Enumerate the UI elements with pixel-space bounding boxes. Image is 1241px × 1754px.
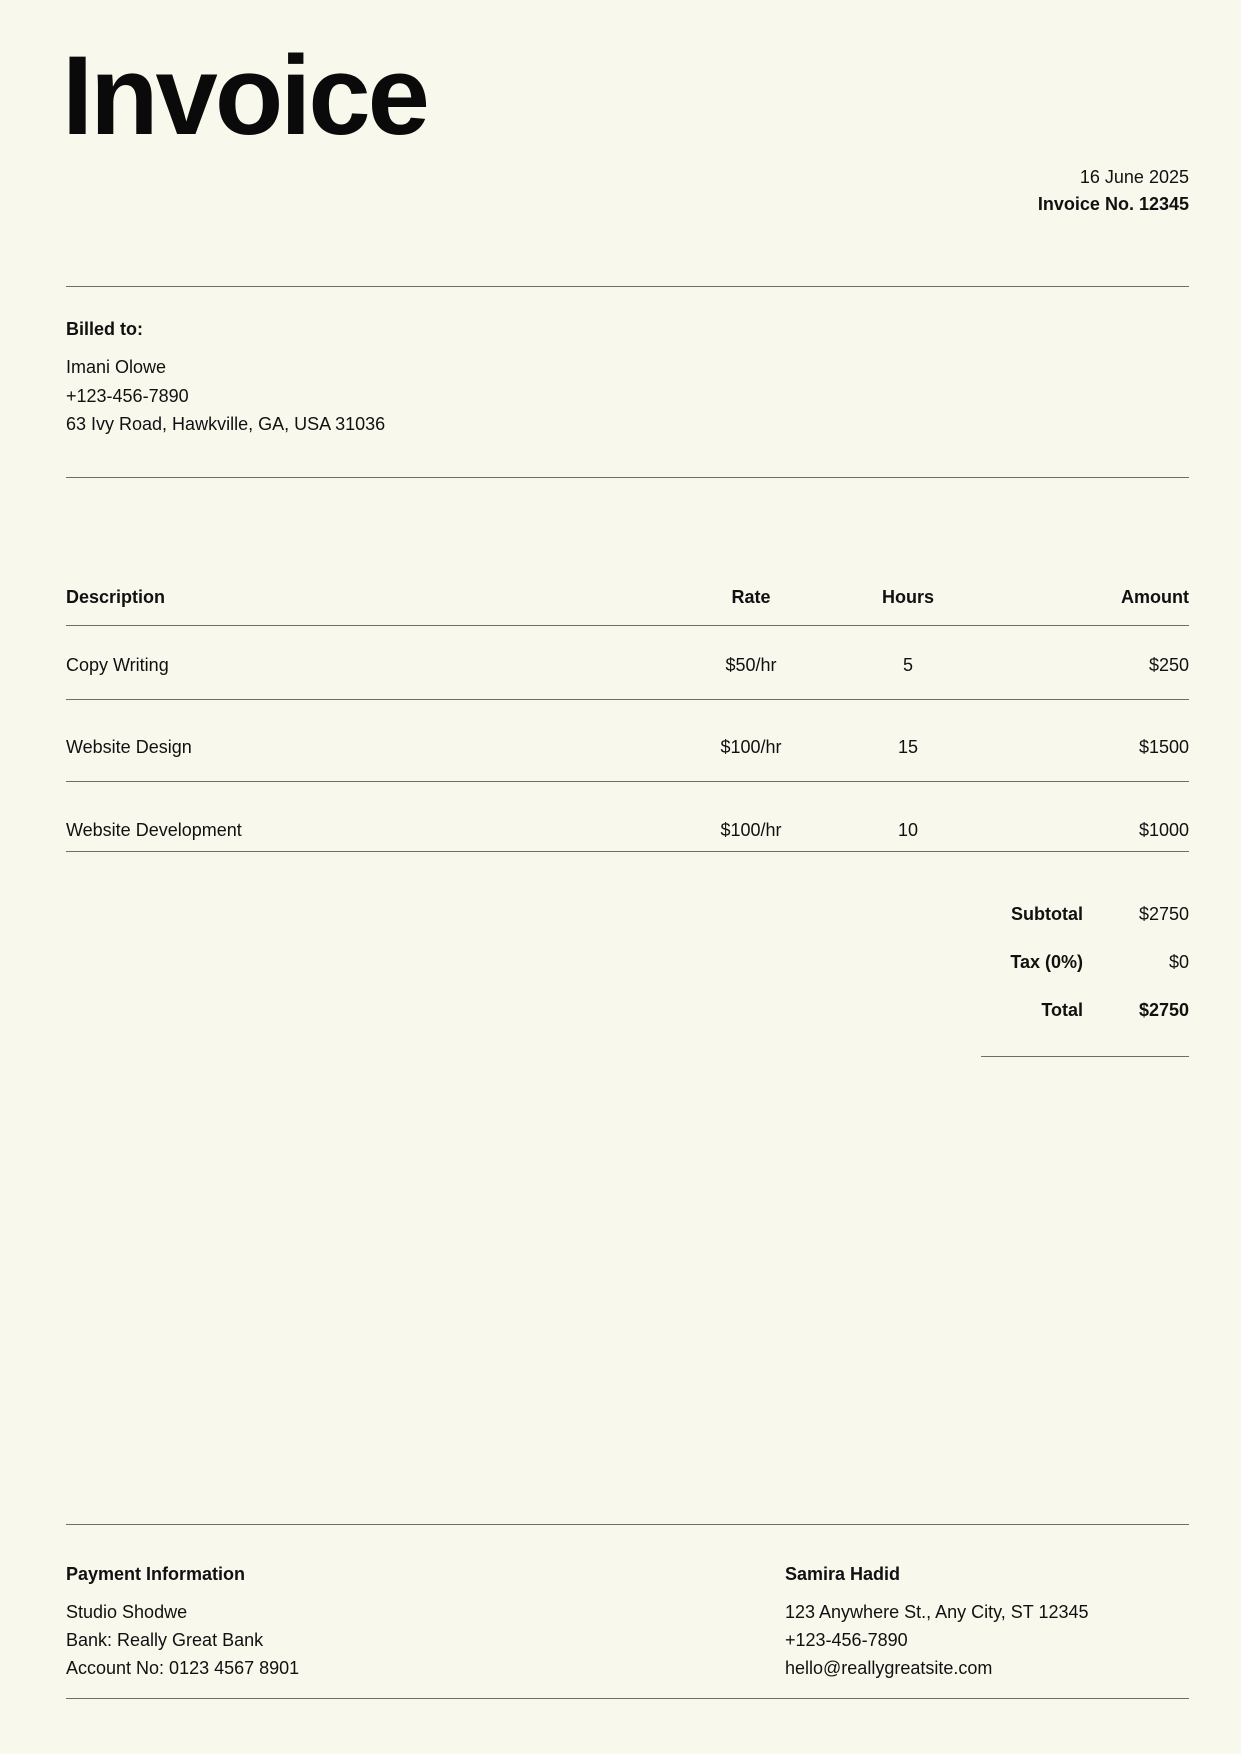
row-rate: $100/hr [720,820,782,840]
payment-company: Studio Shodwe [66,1602,188,1622]
subtotal-value: $2750 [1138,904,1189,924]
row-hours: 10 [897,820,919,840]
row-amount: $1000 [1138,820,1189,840]
row-description: Website Design [66,737,192,757]
tax-label: Tax (0%) [1010,952,1083,972]
contact-email: hello@reallygreatsite.com [785,1658,993,1678]
contact-address: 123 Anywhere St., Any City, ST 12345 [785,1602,1089,1622]
total-value: $2750 [1138,1000,1189,1020]
divider [66,699,1189,700]
tax-value: $0 [1168,952,1189,972]
totals-divider [981,1056,1189,1057]
divider [66,1524,1189,1525]
billed-to-label: Billed to: [66,319,143,339]
divider [66,851,1189,852]
row-description: Website Development [66,820,242,840]
divider [66,286,1189,287]
client-name: Imani Olowe [66,357,167,377]
header-amount: Amount [1121,587,1189,607]
row-rate: $100/hr [720,737,782,757]
contact-phone: +123-456-7890 [785,1630,908,1650]
divider [66,477,1189,478]
client-address: 63 Ivy Road, Hawkville, GA, USA 31036 [66,414,386,434]
payment-bank: Bank: Really Great Bank [66,1630,264,1650]
header-rate: Rate [731,587,771,607]
payment-account: Account No: 0123 4567 8901 [66,1658,300,1678]
header-hours: Hours [881,587,934,607]
divider [66,1698,1189,1699]
subtotal-label: Subtotal [1011,904,1083,924]
header-description: Description [66,587,166,607]
row-amount: $250 [1148,655,1189,675]
row-description: Copy Writing [66,655,169,675]
row-hours: 15 [897,737,919,757]
row-hours: 5 [902,655,913,675]
row-rate: $50/hr [725,655,777,675]
invoice-number: Invoice No. 12345 [1037,194,1189,214]
divider [66,781,1189,782]
invoice-title: Invoice [62,33,427,158]
divider [66,625,1189,626]
total-label: Total [1041,1000,1083,1020]
payment-heading: Payment Information [66,1564,246,1584]
contact-name: Samira Hadid [785,1564,901,1584]
invoice-date: 16 June 2025 [1079,167,1189,187]
row-amount: $1500 [1138,737,1189,757]
client-phone: +123-456-7890 [66,386,189,406]
